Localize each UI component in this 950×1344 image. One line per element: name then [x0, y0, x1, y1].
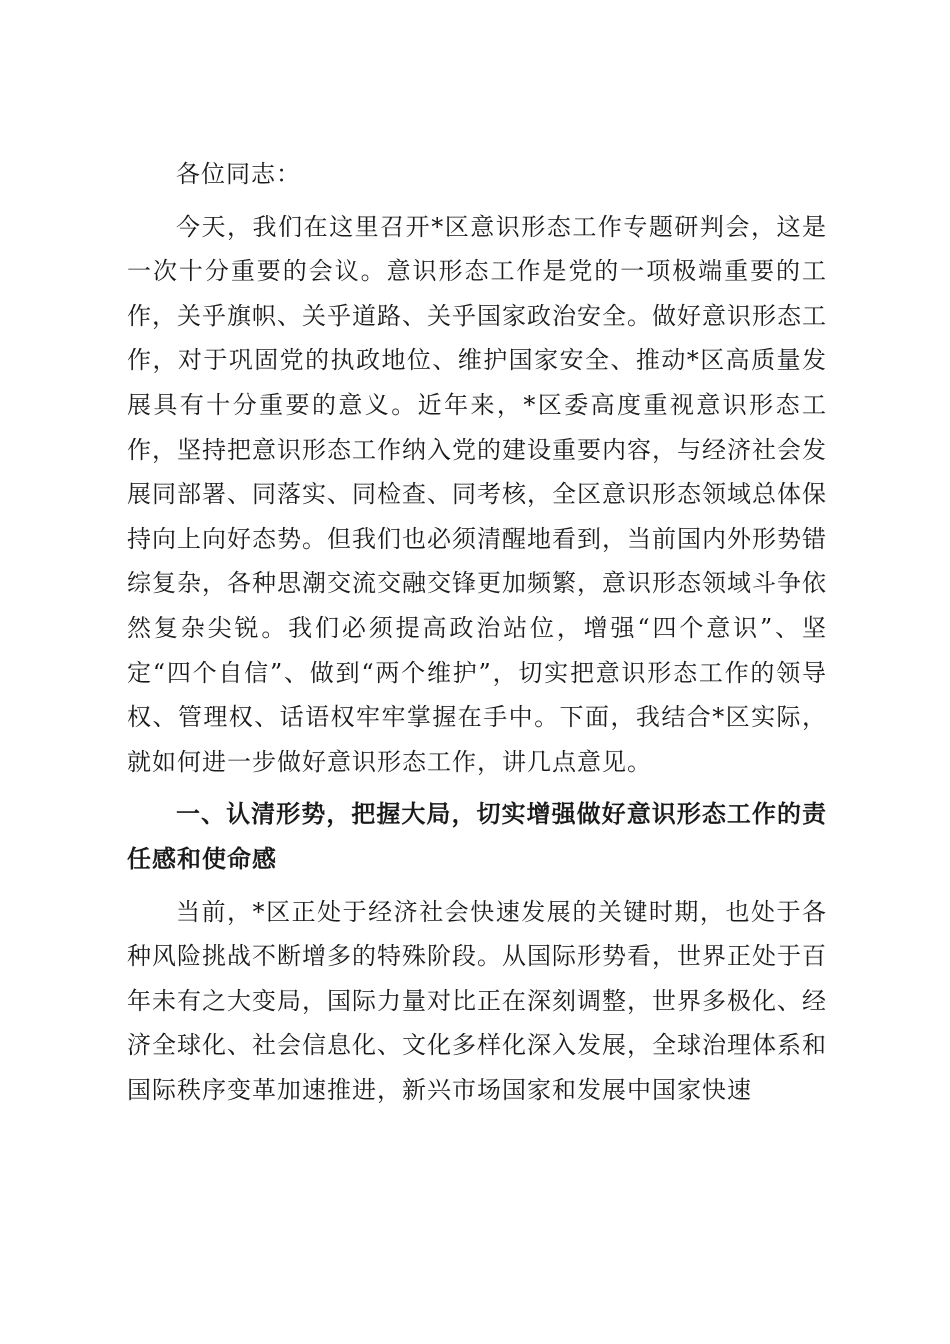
document-body [127, 152, 827, 1120]
section-heading-1: 一、认清形势，把握大局，切实增强做好意识形态工作的责任感和使命感 [127, 800, 827, 873]
paragraph-situation: 当前，*区正处于经济社会快速发展的关键时期，也处于各种风险挑战不断增多的特殊阶段。从国际形势看，世界正处于百年未有之大变局，国际力量对比正在深刻调整，世界多极化、经济全球化、社会信息化、文化多样化深入发展，全球治理体系和国际秩序变革加速推进，新兴市场国家和发展中国家快速 [127, 897, 827, 1104]
salutation: 各位同志： [176, 160, 301, 188]
paragraph-intro: 今天，我们在这里召开*区意识形态工作专题研判会，这是一次十分重要的会议。意识形态工作是党的一项极端重要的工作，关乎旗帜、关乎道路、关乎国家政治安全。做好意识形态工作，对于巩固党的执政地位、维护国家安全、推动*区高质量发展具有十分重要的意义。近年来，*区委高度重视意识形态工作，坚持把意识形态工作纳入党的建设重要内容，与经济社会发展同部署、同落实、同检查、同考核，全区意识形态领域总体保持向上向好态势。但我们也必须清醒地看到，当前国内外形势错综复杂，各种思潮交流交融交锋更加频繁，意识形态领域斗争依然复杂尖锐。我们必须提高政治站位，增强“四个意识”、坚定“四个自信”、做到“两个维护”，切实把意识形态工作的领导权、管理权、话语权牢牢掌握在手中。下面，我结合*区实际，就如何进一步做好意识形态工作，讲几点意见。 [127, 212, 827, 776]
